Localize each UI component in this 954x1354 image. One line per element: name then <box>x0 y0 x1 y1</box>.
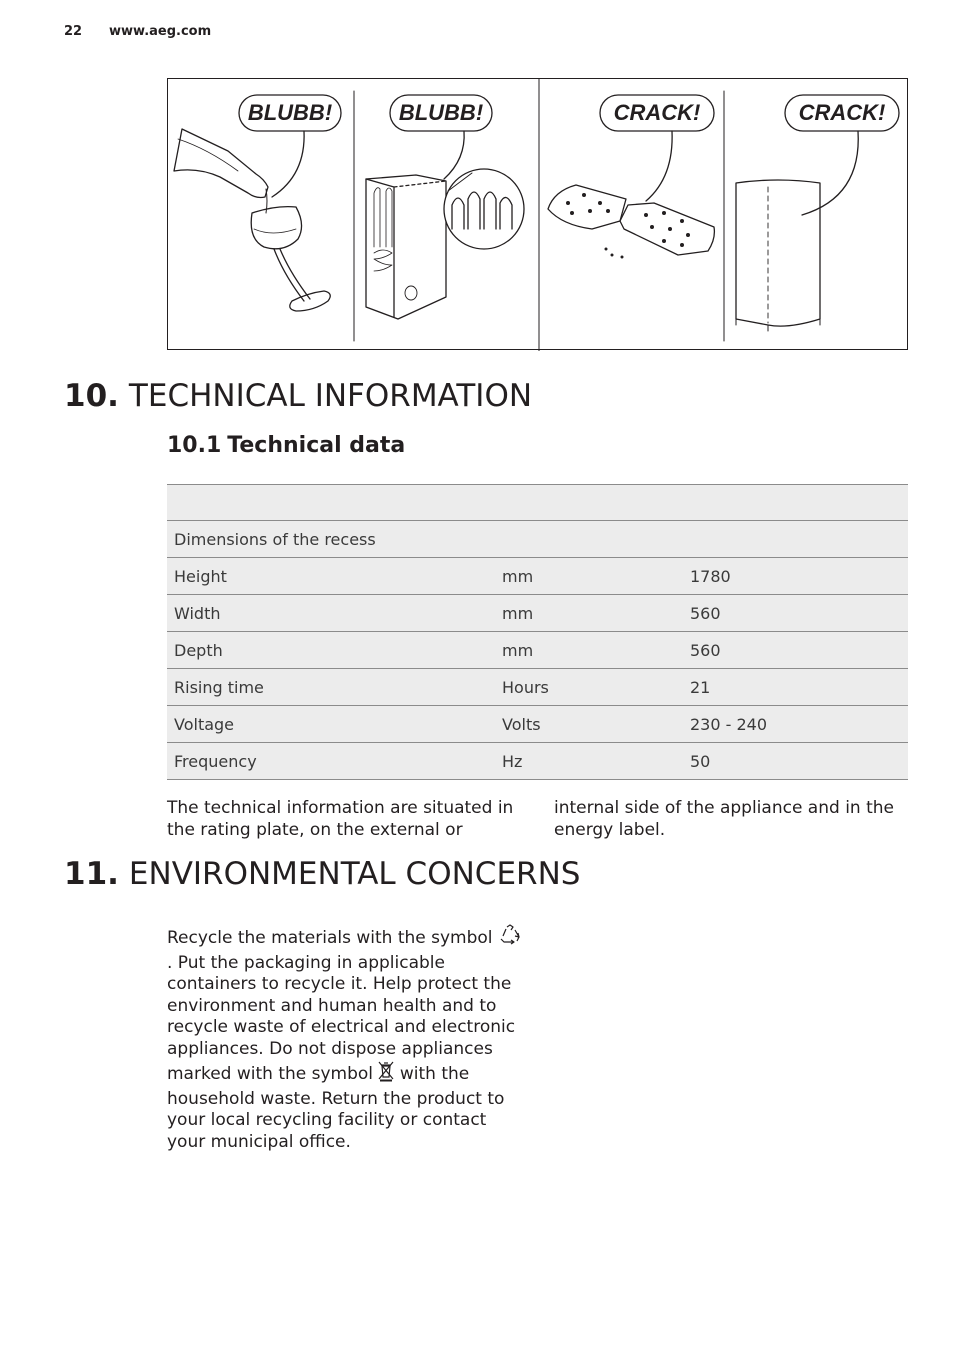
environment-text-2: . Put the packaging in applicable containers to recycle it. Help protect the environment and human health and to recycle waste of electrical and electronic appliances. Do not dispose appliances marked with the symbol <box>167 952 516 1084</box>
row-label: Height <box>167 558 495 595</box>
table-group-label: Dimensions of the recess <box>167 521 908 558</box>
environment-paragraph <box>167 924 527 1153</box>
row-value: 230 - 240 <box>683 706 908 743</box>
tall-fridge-drawing <box>736 180 820 331</box>
section-10-1-title: Technical data <box>227 433 406 458</box>
bubble-label-2: BLUBB! <box>398 100 484 125</box>
row-label: Voltage <box>167 706 495 743</box>
table-group-row <box>167 521 908 558</box>
environment-text-3: with the household waste. Return the product to your local recycling facility or contact your municipal office. <box>167 1064 505 1152</box>
section-10-heading <box>64 378 532 414</box>
technical-data-table <box>167 484 908 780</box>
ice-cracking-drawing <box>548 185 714 259</box>
row-unit: Volts <box>495 706 683 743</box>
row-label: Depth <box>167 632 495 669</box>
bottle-glass-drawing <box>174 129 330 311</box>
table-header-row <box>167 485 908 521</box>
section-10-title: TECHNICAL INFORMATION <box>128 378 533 414</box>
bubble-label-4: CRACK! <box>798 100 886 125</box>
crossed-bin-icon <box>378 1060 394 1089</box>
row-unit: mm <box>495 595 683 632</box>
row-value: 560 <box>683 595 908 632</box>
row-value: 21 <box>683 669 908 706</box>
row-value: 560 <box>683 632 908 669</box>
environment-text-1: Recycle the materials with the symbol <box>167 928 493 948</box>
header-url: www.aeg.com <box>109 24 212 39</box>
row-label: Width <box>167 595 495 632</box>
table-row <box>167 558 908 595</box>
table-row <box>167 743 908 780</box>
table-row <box>167 706 908 743</box>
row-value: 50 <box>683 743 908 780</box>
table-row <box>167 632 908 669</box>
table-row <box>167 669 908 706</box>
table-row <box>167 595 908 632</box>
bubble-label-1: BLUBB! <box>247 100 333 125</box>
row-value: 1780 <box>683 558 908 595</box>
tech-note-col1: The technical information are situated in the rating plate, on the external or <box>167 798 514 840</box>
section-11-title: ENVIRONMENTAL CONCERNS <box>128 856 581 892</box>
row-label: Frequency <box>167 743 495 780</box>
page-number: 22 <box>64 24 83 39</box>
row-unit: Hours <box>495 669 683 706</box>
recycle-icon <box>498 924 522 953</box>
tech-note-col2: internal side of the appliance and in the energy label. <box>554 798 894 840</box>
bubble-label-3: CRACK! <box>613 100 701 125</box>
noise-illustration <box>167 78 908 350</box>
fridge-coil-drawing <box>366 169 524 319</box>
section-10-number: 10. <box>64 378 119 414</box>
row-unit: mm <box>495 632 683 669</box>
row-unit: mm <box>495 558 683 595</box>
section-11-heading <box>64 856 580 892</box>
section-10-1-number: 10.1 <box>167 433 222 458</box>
section-11-number: 11. <box>64 856 119 892</box>
section-10-1-heading <box>167 433 405 458</box>
row-label: Rising time <box>167 669 495 706</box>
row-unit: Hz <box>495 743 683 780</box>
